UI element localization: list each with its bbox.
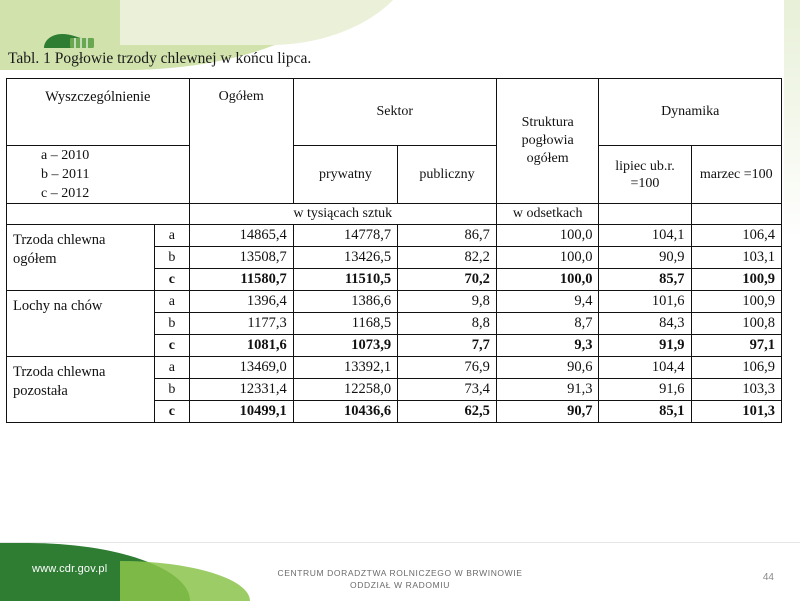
cell-marzec: 106,4 [691, 225, 782, 247]
cell-publiczny: 86,7 [398, 225, 497, 247]
cell-ogolem: 14865,4 [189, 225, 293, 247]
row-year: c [155, 335, 189, 357]
legend-line-3: c – 2012 [41, 186, 90, 201]
cell-marzec: 97,1 [691, 335, 782, 357]
decorative-right-edge [784, 0, 800, 601]
cell-marzec: 106,9 [691, 357, 782, 379]
row-label-lochy [7, 291, 155, 357]
unit-tysiace-sztuk: w tysiącach sztuk [189, 204, 496, 225]
row-label-trzoda-pozostala [7, 357, 155, 423]
cell-marzec: 100,8 [691, 313, 782, 335]
cell-struktura: 90,7 [496, 401, 599, 423]
cell-lipiec: 104,4 [599, 357, 691, 379]
header-struktura: Struktura pogłowia ogółem [496, 79, 599, 204]
cell-lipiec: 101,6 [599, 291, 691, 313]
cell-lipiec: 91,6 [599, 379, 691, 401]
cell-publiczny: 76,9 [398, 357, 497, 379]
row-label-line-2: pozostała [13, 383, 68, 399]
cell-ogolem: 13469,0 [189, 357, 293, 379]
row-year: a [155, 225, 189, 247]
header-sektor-prywatny: prywatny [293, 146, 397, 204]
cell-publiczny: 8,8 [398, 313, 497, 335]
cell-struktura: 91,3 [496, 379, 599, 401]
header-dynamika-marzec: marzec =100 [691, 146, 782, 204]
row-label-line-2: ogółem [13, 251, 57, 267]
cell-lipiec: 104,1 [599, 225, 691, 247]
cell-prywatny: 11510,5 [293, 269, 397, 291]
cell-publiczny: 70,2 [398, 269, 497, 291]
cell-lipiec: 84,3 [599, 313, 691, 335]
table-body [7, 225, 782, 423]
row-year: b [155, 313, 189, 335]
cell-prywatny: 12258,0 [293, 379, 397, 401]
cell-struktura: 100,0 [496, 247, 599, 269]
row-year: a [155, 291, 189, 313]
cell-struktura: 100,0 [496, 225, 599, 247]
cdr-logo-icon [42, 30, 98, 56]
header-sektor: Sektor [293, 79, 496, 146]
cell-marzec: 101,3 [691, 401, 782, 423]
decorative-top-blob-light [120, 0, 420, 45]
cell-lipiec: 91,9 [599, 335, 691, 357]
header-sektor-publiczny: publiczny [398, 146, 497, 204]
row-year: b [155, 379, 189, 401]
cell-struktura: 9,3 [496, 335, 599, 357]
cell-ogolem: 11580,7 [189, 269, 293, 291]
footer-line-1: CENTRUM DORADZTWA ROLNICZEGO W BRWINOWIE [277, 568, 523, 578]
header-dynamika-lipiec: lipiec ub.r. =100 [599, 146, 691, 204]
cell-prywatny: 1073,9 [293, 335, 397, 357]
table-unit-row [7, 204, 782, 225]
cell-prywatny: 1168,5 [293, 313, 397, 335]
cell-prywatny: 1386,6 [293, 291, 397, 313]
watermark-text: wedlugdomowe.pl [167, 481, 633, 539]
row-year: c [155, 401, 189, 423]
header-legend-cell [7, 146, 190, 204]
cell-prywatny: 13426,5 [293, 247, 397, 269]
cell-publiczny: 82,2 [398, 247, 497, 269]
table-header-row-1 [7, 79, 782, 146]
footer-line-2: ODDZIAŁ W RADOMIU [350, 580, 450, 590]
cell-struktura: 8,7 [496, 313, 599, 335]
table-header-row-2 [7, 146, 782, 204]
slide-page-number: 44 [762, 572, 774, 583]
cell-publiczny: 9,8 [398, 291, 497, 313]
cell-struktura: 100,0 [496, 269, 599, 291]
row-year: a [155, 357, 189, 379]
cell-publiczny: 7,7 [398, 335, 497, 357]
row-label-line-1: Trzoda chlewna [13, 364, 106, 380]
cell-marzec: 103,3 [691, 379, 782, 401]
cell-ogolem: 1177,3 [189, 313, 293, 335]
cell-ogolem: 1081,6 [189, 335, 293, 357]
table-row [7, 225, 782, 247]
row-year: c [155, 269, 189, 291]
cell-ogolem: 12331,4 [189, 379, 293, 401]
cdr-website-link[interactable]: www.cdr.gov.pl [32, 563, 108, 575]
cell-struktura: 90,6 [496, 357, 599, 379]
table-row [7, 291, 782, 313]
header-dynamika: Dynamika [599, 79, 782, 146]
cell-marzec: 100,9 [691, 291, 782, 313]
cell-publiczny: 62,5 [398, 401, 497, 423]
row-label-line-1: Trzoda chlewna [13, 232, 106, 248]
cell-prywatny: 14778,7 [293, 225, 397, 247]
cell-publiczny: 73,4 [398, 379, 497, 401]
legend-line-1: a – 2010 [41, 148, 90, 163]
pig-population-table [6, 78, 782, 423]
legend-line-2: b – 2011 [41, 167, 90, 182]
header-ogolem: Ogółem [189, 79, 293, 204]
header-wyszczegolnienie: Wyszczególnienie [7, 79, 190, 146]
cell-lipiec: 85,1 [599, 401, 691, 423]
cell-ogolem: 13508,7 [189, 247, 293, 269]
cell-lipiec: 85,7 [599, 269, 691, 291]
unit-odsetkach: w odsetkach [496, 204, 599, 225]
cell-prywatny: 10436,6 [293, 401, 397, 423]
cell-marzec: 100,9 [691, 269, 782, 291]
table-row [7, 357, 782, 379]
cell-prywatny: 13392,1 [293, 357, 397, 379]
cell-struktura: 9,4 [496, 291, 599, 313]
cell-ogolem: 1396,4 [189, 291, 293, 313]
row-label-line-1: Lochy na chów [13, 298, 103, 314]
cell-lipiec: 90,9 [599, 247, 691, 269]
row-year: b [155, 247, 189, 269]
cell-ogolem: 10499,1 [189, 401, 293, 423]
row-label-trzoda-ogolem [7, 225, 155, 291]
table-container [6, 78, 782, 423]
cell-marzec: 103,1 [691, 247, 782, 269]
table-caption: Tabl. 1 Pogłowie trzody chlewnej w końcu lipca. [8, 50, 312, 67]
footer-organization [0, 567, 800, 591]
